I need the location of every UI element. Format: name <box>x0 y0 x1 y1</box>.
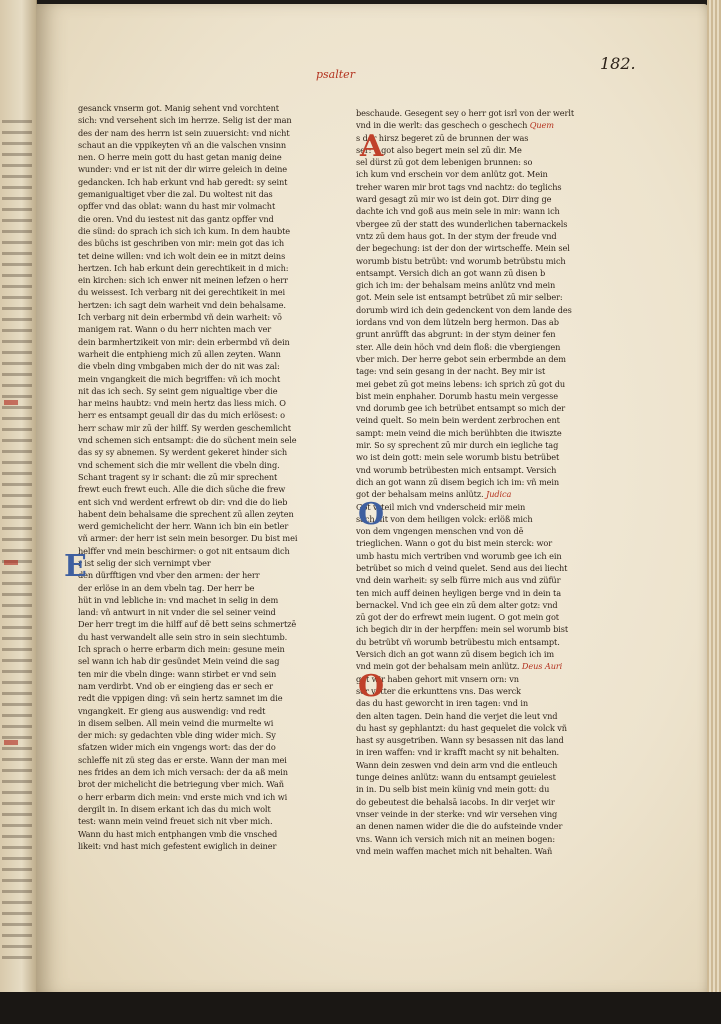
text-line: von dem vngengen menschen vnd von dē <box>356 526 524 537</box>
text-line: in iren waffen: vnd ir krafft macht sy nit behalten. <box>356 747 560 758</box>
text-line: Wann du hast mich entphangen vmb die vnsched <box>78 828 278 839</box>
text-line: du betrübt vñ worumb betrübestu mich entsampt. <box>356 636 560 647</box>
text-line: vnser veinde in der sterke: vnd wir versehen ving <box>356 808 558 819</box>
text-line: des büchs ist geschriben von mir: mein got das ich <box>78 238 285 249</box>
text-line: vber mich. Der herre gebot sein erbermbde an dem <box>356 353 566 364</box>
text-line: ein kirchen: sich ich enwer nit meinen lefzen o herr <box>78 275 288 286</box>
text-line: sel dürst zū got dem lebenigen brunnen: so <box>356 157 533 168</box>
text-line: habent dein behalsame die sprechent zū allen zeyten <box>78 508 294 519</box>
text-line: vnd in die werlt: das geschech o geschech Quem <box>356 120 554 131</box>
text-line: vnd dein warheit: sy selb fürre mich aus vnd züfür <box>356 575 561 586</box>
text-line: gemanigualtiget vber die zal. Du woltest nit das <box>78 189 273 200</box>
text-line: schleffe nit zü steg das er erste. Wann der man mei <box>78 754 287 765</box>
text-line: ser: o got also begert mein sel zū dir. Me <box>356 144 522 155</box>
text-line: der erlöse in an dem vbeln tag. Der herr be <box>78 582 255 593</box>
text-line: gedancken. Ich hab erkunt vnd hab geredt: sy seint <box>78 176 288 187</box>
text-line: o herr erbarm dich mein: vnd erste mich vnd ich wi <box>78 791 288 802</box>
text-line: Ich verbarg nit dein erbermbd vñ dein warheit: vō <box>78 312 282 323</box>
text-line: got. Mein sele ist entsampt betrübet zū mir selber: <box>356 292 563 303</box>
text-line: hertzen: ich sagt dein warheit vnd dein behalsame. <box>78 299 286 310</box>
text-line: likeit: vnd hast mich gefestent ewiglich in deiner <box>78 840 277 851</box>
text-line: vngangkeit. Er gieng aus auswendig: vnd redt <box>78 705 266 716</box>
rubric-label: Judica <box>486 489 512 500</box>
text-line: warheit die entphieng mich zū allen zeyten. Wann <box>78 348 281 359</box>
text-line: gich ich im: der behalsam meins anlütz vnd mein <box>356 280 556 291</box>
text-line: herr schaw mir zū der hilff. Sy werden geschemlicht <box>78 422 291 433</box>
text-line: zū got der do erfrewt mein iugent. O got mein got <box>356 612 559 623</box>
text-line: ten mir die vbeln dinge: wann stirbet er vnd sein <box>78 668 277 679</box>
text-line: sach nit von dem heiligen volck: erlöß mich <box>356 513 533 524</box>
text-line: in in. Du selb bist mein künig vnd mein gott: du <box>356 784 550 795</box>
text-line: dergilt in. In disem erkant ich das du mich wolt <box>78 803 271 814</box>
folio-number: 182. <box>600 54 636 73</box>
running-head: psalter <box>316 68 355 81</box>
text-line: hast sy ausgetriben. Wann sy besassen nit das land <box>356 735 564 746</box>
text-line: den dürfftigen vnd vber den armen: der herr <box>78 570 260 581</box>
book-bottom-edge <box>0 992 721 1024</box>
text-line: vntz zū dem haus got. In der stym der freude vnd <box>356 230 557 241</box>
text-line: schaut an die vppikeyten vñ an die valschen vnsinn <box>78 139 287 150</box>
text-line: mir. So sy sprechent zū mir durch ein iegliche tag <box>356 440 559 451</box>
text-line: du weissest. Ich verbarg nit dei gerechtikeit in mei <box>78 287 286 298</box>
text-line: sampt: mein veind die mich berühbten die itwiszte <box>356 427 562 438</box>
text-line: tage: vnd sein gesang in der nacht. Bey mir ist <box>356 366 546 377</box>
text-line: hüt in vnd lebliche in: vnd machet in selig in dem <box>78 594 279 605</box>
rubric-label: Quem <box>529 120 554 131</box>
text-line: an denen namen wider die die do aufsteinde vnder <box>356 821 563 832</box>
text-line: vnd worumb betrübesten mich entsampt. Versich <box>356 464 557 475</box>
text-line: Wann dein zeswen vnd dein arm vnd die entleuch <box>356 759 558 770</box>
text-line: der mich: sy gedachten vble ding wider mich. Sy <box>78 730 276 741</box>
text-line: du hast verwandelt alle sein stro in sein siechtumb. <box>78 631 288 642</box>
text-line: ten mich auff deinen heyligen berge vnd in dein ta <box>356 587 561 598</box>
text-line: Versich dich an got wann zū disem begich ich im <box>356 649 555 660</box>
text-line: dein barmhertzikeit von mir: dein erbermbd vñ dein <box>78 336 290 347</box>
text-line: des der nam des herrn ist sein zuuersicht: vnd nicht <box>78 127 290 138</box>
text-line: vnd mein got der behalsam mein anlütz. Deus Auri <box>356 661 563 672</box>
text-line: ich kum vnd erschein vor dem anlütz got. Mein <box>356 169 548 180</box>
text-line: sfatzen wider mich ein vngengs wort: das der do <box>78 742 276 753</box>
text-line: hertzen. Ich hab erkunt dein gerechtikeit in d mich: <box>78 262 289 273</box>
text-line: ward gesagt zū mir wo ist dein got. Dirr ding ge <box>356 194 552 205</box>
text-line: vñ armer: der herr ist sein mein besorger. Du bist mei <box>78 533 298 544</box>
text-line: veind quelt. So mein bein werdent zerbrochen ent <box>356 415 560 426</box>
text-line: werd gemichelicht der herr. Wann ich bin ein betler <box>78 521 289 532</box>
text-line: mein vngangkeit die mich begriffen: vñ ich mocht <box>78 373 281 384</box>
manuscript-page <box>36 4 708 994</box>
text-line: vnd dorumb gee ich betrübet entsampt so mich der <box>356 403 566 414</box>
text-line: nes frides an dem ich mich versach: der da aß mein <box>78 767 288 778</box>
page-edge <box>707 0 721 1000</box>
text-line: land: vñ antwurt in nit vnder die sel seiner veind <box>78 607 276 618</box>
text-line: mei gebet zū got meins lebens: ich sprich zū got du <box>356 378 566 389</box>
text-line: got wir haben gehort mit vnsern orn: vn <box>356 673 519 684</box>
text-line: wo ist dein gott: mein sele worumb bistu betrübet <box>356 452 560 463</box>
text-line: umb hastu mich vertriben vnd worumb gee ich ein <box>356 550 562 561</box>
text-line: helffer vnd mein beschirmer: o got nit entsaum dich <box>78 545 290 556</box>
left-page-text-fragment <box>2 120 32 960</box>
initial-letter-e: E <box>64 549 87 584</box>
text-line: entsampt. Versich dich an got wann zū disen b <box>356 267 546 278</box>
text-line: vnd schemen sich entsampt: die do süchent mein sele <box>78 435 297 446</box>
text-line: sich: vnd versehent sich im herrze. Selig ist der man <box>78 115 292 126</box>
text-line: nam verdirbt. Vnd ob er eingieng das er sech er <box>78 680 273 691</box>
text-line: das sy sy abnemen. Sy werdent gekeret hinder sich <box>78 447 288 458</box>
text-line: sel wann ich hab dir gesündet Mein veind die sag <box>78 656 280 667</box>
text-line: dich an got wann zū disem begich ich im: vñ mein <box>356 476 560 487</box>
text-line: ser vetter die erkunttens vns. Das werck <box>356 685 521 696</box>
text-line: s der hirsz begeret zū de brunnen der was <box>356 132 529 143</box>
text-line: vns. Wann ich versich mich nit an meinen bogen: <box>356 833 555 844</box>
left-text-column <box>78 102 314 852</box>
text-line: gesanck vnserm got. Manig sehent vnd vorchtent <box>78 103 279 113</box>
text-line: das du hast geworcht in iren tagen: vnd in <box>356 698 529 709</box>
text-line: got der behalsam meins anlütz. Judica <box>356 489 512 500</box>
initial-letter-o: O <box>358 497 385 532</box>
initial-letter-a: A <box>360 129 384 164</box>
left-page-rubric <box>4 400 18 405</box>
text-line: tet deine willen: vnd ich wolt dein ee in mitzt deins <box>78 250 286 261</box>
text-line: brot der michelicht die betriegung vber mich. Wañ <box>78 779 284 790</box>
text-line: nen. O herre mein gott du hast getan manig deine <box>78 152 282 163</box>
text-line: betrübet so mich d veind quelet. Send aus dei liecht <box>356 562 568 573</box>
text-line: ster. Alle dein höch vnd dein floß: die vbergiengen <box>356 341 561 352</box>
text-line: vnd mein waffen machet mich nit behalten. Wañ <box>356 845 553 856</box>
text-line: do gebeutest die behalsā iacobs. In dir verjet wir <box>356 796 555 807</box>
text-line: dorumb wird ich dein gedenckent von dem lande des <box>356 304 572 315</box>
text-line: ent sich vnd werdent erfrewt ob dir: vnd die do lieb <box>78 496 288 507</box>
text-line: die vbeln ding vmbgaben mich der do nit was zal: <box>78 361 280 372</box>
text-line: die sünd: do sprach ich sich ich kum. In dem haubte <box>78 225 291 236</box>
text-line: opffer vnd das oblat: wann du hast mir volmacht <box>78 201 276 212</box>
left-page-rubric <box>4 560 18 565</box>
text-line: ich begich dir in der herpffen: mein sel worumb bist <box>356 624 569 635</box>
text-line: bernackel. Vnd ich gee ein zū dem alter gotz: vnd <box>356 599 558 610</box>
text-line: test: wann mein veind freuet sich nit vber mich. <box>78 816 273 827</box>
text-line: wunder: vnd er ist nit der dir wirre geleich in deine <box>78 164 288 175</box>
text-line: worumb bistu betrübt: vnd worumb betrübstu mich <box>356 255 566 266</box>
text-line: grunt anrüfft das abgrunt: in der stym deiner fen <box>356 329 556 340</box>
text-line: treher waren mir brot tags vnd nachtz: do teglichs <box>356 181 562 192</box>
text-line: Ich sprach o herre erbarm dich mein: gesune mein <box>78 644 285 655</box>
text-line: vnd schement sich die mir wellent die vbeln ding. <box>78 459 280 470</box>
right-text-column <box>356 107 596 857</box>
text-line: der begechung: ist der don der wirtscheffe. Mein sel <box>356 243 570 254</box>
text-line: redt die vppigen ding: vñ sein hertz samnet im die <box>78 693 283 704</box>
initial-letter-o: O <box>358 669 385 704</box>
text-line: nit das ich sech. Sy seint gem nigualtige vber die <box>78 385 278 396</box>
left-page-rubric <box>4 740 18 745</box>
text-line: Schant tragent sy ir schant: die zū mir sprechent <box>78 471 278 482</box>
text-line: r ist selig der sich vernimpt vber <box>78 557 211 568</box>
rubric-label: Deus Auri <box>521 661 563 672</box>
text-line: beschaude. Gesegent sey o herr got isrl von der werlt <box>356 108 575 118</box>
text-line: tunge deines anlütz: wann du entsampt geuielest <box>356 772 556 783</box>
left-page-edge <box>0 0 37 1000</box>
text-line: har meins haubtz: vnd mein hertz das liess mich. O <box>78 398 286 409</box>
text-line: dachte ich vnd goß aus mein sele in mir: wann ich <box>356 206 560 217</box>
text-line: iordans vnd von dem lützeln berg hermon. Das ab <box>356 317 559 328</box>
text-line: herr es entsampt geuall dir das du mich erlösest: o <box>78 410 285 421</box>
text-line: Got vrteil mich vnd vnderscheid mir mein <box>356 501 526 512</box>
text-line: bist mein enphaher. Dorumb hastu mein vergesse <box>356 390 558 401</box>
text-line: frewt euch frewt euch. Alle die dich süche die frew <box>78 484 286 495</box>
text-line: den alten tagen. Dein hand die verjet die leut vnd <box>356 710 558 721</box>
text-line: in disem selben. All mein veind die murmelte wi <box>78 717 274 728</box>
text-line: die oren. Vnd du iestest nit das gantz opffer vnd <box>78 213 274 224</box>
text-line: vbergee zū der statt des wunderlichen tabernackels <box>356 218 568 229</box>
text-line: Der herr tregt im die hilff auf dē bett seins schmertzē <box>78 619 297 630</box>
text-line: manigem rat. Wann o du herr nichten mach ver <box>78 324 272 335</box>
text-line: trieglichen. Wann o got du bist mein sterck: wor <box>356 538 553 549</box>
text-line: du hast sy gephlantzt: du hast gequelet die volck vñ <box>356 722 567 733</box>
